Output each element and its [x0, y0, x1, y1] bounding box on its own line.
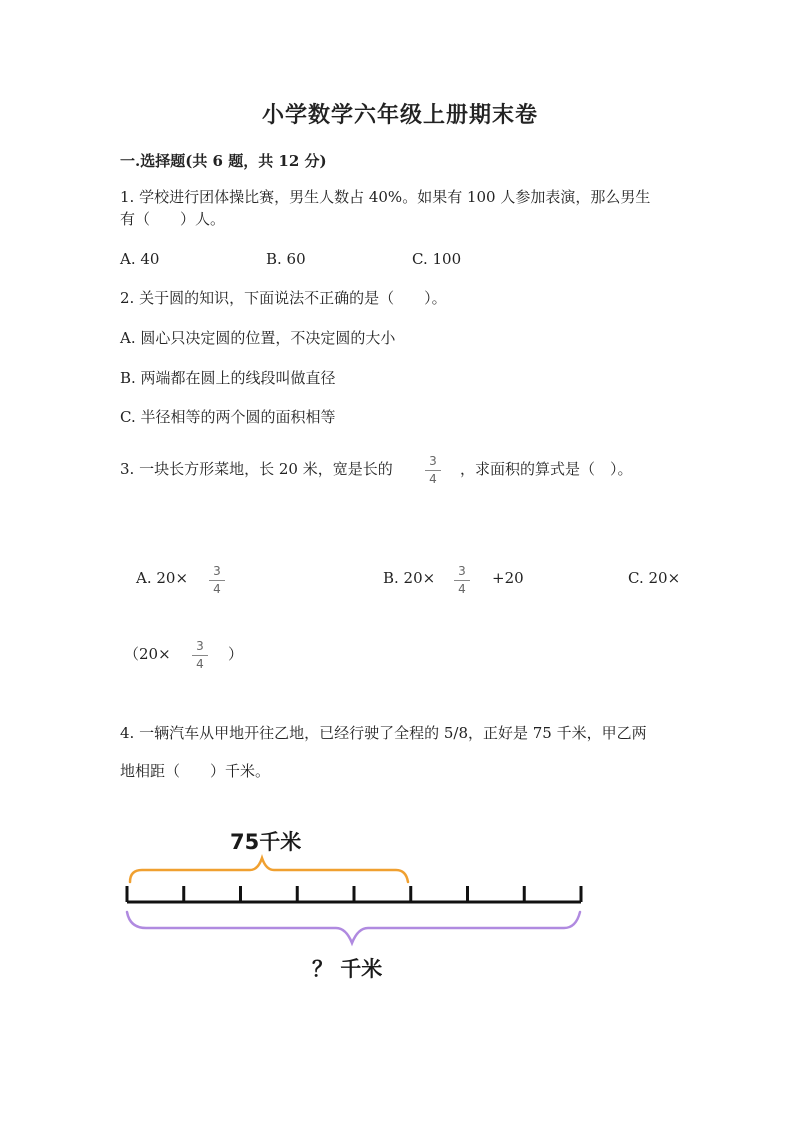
- section-heading: 一.选择题(共 6 题，共 12 分): [120, 152, 327, 170]
- fraction-denominator: 4: [196, 657, 204, 671]
- q1-option-c: C. 100: [412, 250, 462, 268]
- page-title: 小学数学六年级上册期末卷: [261, 102, 538, 128]
- q1-option-a: A. 40: [120, 250, 160, 268]
- diagram-top-label: 75千米: [230, 830, 302, 854]
- q3-stem-before: 3. 一块长方形菜地，长 20 米，宽是长的: [120, 460, 393, 478]
- fraction-denominator: 4: [429, 472, 437, 486]
- q1-stem-line1: 1. 学校进行团体操比赛，男生人数占 40%。如果有 100 人参加表演，那么男生: [120, 188, 651, 206]
- fraction-denominator: 4: [213, 582, 221, 596]
- fraction-numerator: 3: [429, 454, 437, 468]
- bottom-brace: [127, 912, 580, 943]
- q3-option-b: B. 20×: [383, 569, 436, 587]
- q3-option-c: C. 20×: [628, 569, 681, 587]
- q4-stem-line1: 4. 一辆汽车从甲地开往乙地，已经行驶了全程的 5/8，正好是 75 千米，甲乙两: [120, 724, 647, 742]
- q3-option-a: A. 20×: [136, 569, 189, 587]
- q4-stem-line2: 地相距（ ）千米。: [120, 762, 271, 780]
- top-brace: [130, 858, 408, 882]
- distance-ticks: [127, 886, 581, 902]
- q1-stem-line2: 有（ ）人。: [120, 210, 226, 228]
- diagram-bottom-label: ？ 千米: [312, 957, 383, 981]
- fraction-numerator: 3: [458, 564, 466, 578]
- q2-option-b: B. 两端都在圆上的线段叫做直径: [120, 369, 336, 387]
- q2-option-c: C. 半径相等的两个圆的面积相等: [120, 408, 336, 426]
- fraction-numerator: 3: [213, 564, 221, 578]
- q3-option-b-suffix: +20: [492, 569, 524, 587]
- q2-option-a: A. 圆心只决定圆的位置，不决定圆的大小: [120, 329, 396, 347]
- q3-option-c-close: ）: [228, 645, 244, 663]
- q1-option-b: B. 60: [266, 250, 306, 268]
- q3-option-c-continued: （20×: [124, 645, 171, 663]
- fraction-denominator: 4: [458, 582, 466, 596]
- q2-stem: 2. 关于圆的知识，下面说法不正确的是（ ）。: [120, 289, 447, 307]
- fraction-numerator: 3: [196, 639, 204, 653]
- q3-stem-after: ，求面积的算式是（ ）。: [460, 460, 633, 478]
